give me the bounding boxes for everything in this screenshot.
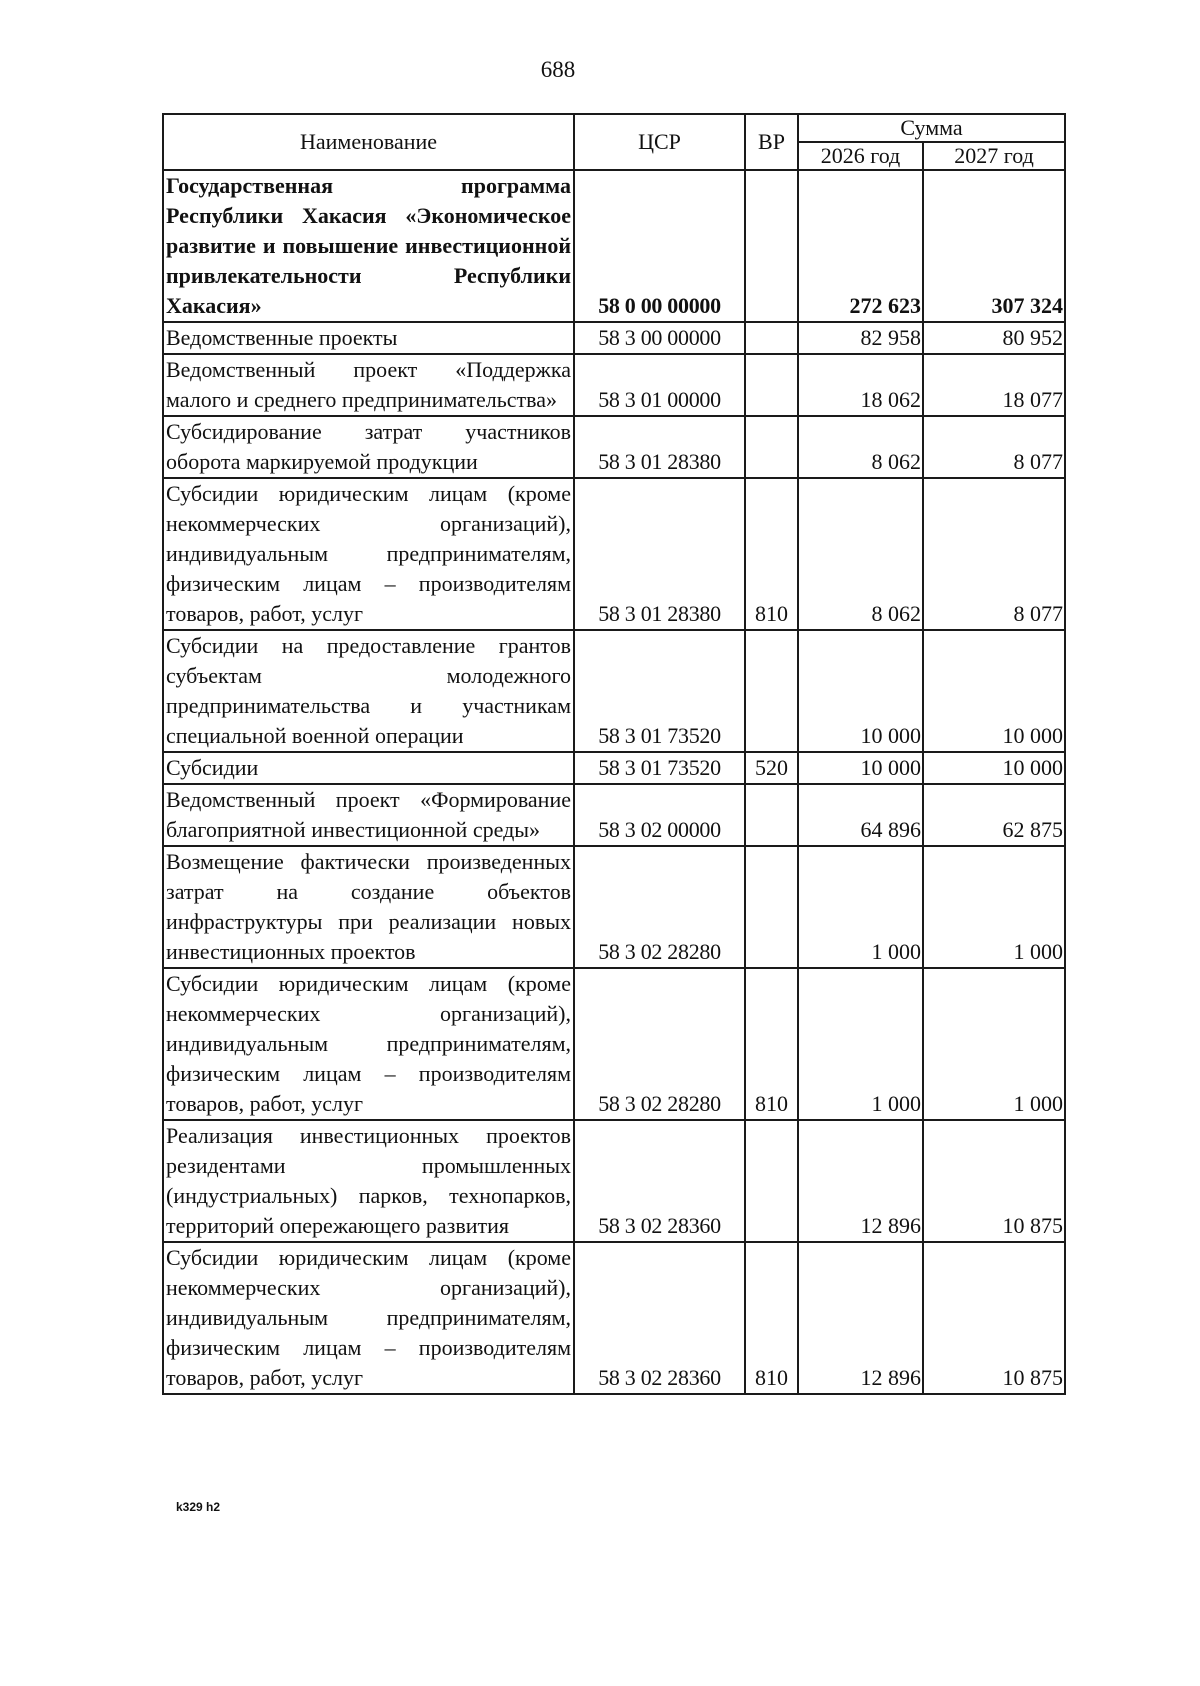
row-vr: [745, 784, 798, 846]
footer-code: k329 h2: [176, 1500, 221, 1514]
row-name: Субсидии юридическим лицам (кроме некоммерческих организаций), индивидуальным предпринимателям, физическим лицам – производителям товаров, работ, услуг: [163, 1242, 574, 1394]
row-name: Субсидирование затрат участников оборота маркируемой продукции: [163, 416, 574, 478]
row-vr: 810: [745, 1242, 798, 1394]
row-sum-2027: 10 000: [923, 630, 1065, 752]
row-sum-2026: 1 000: [798, 968, 923, 1120]
row-name: Ведомственные проекты: [163, 322, 574, 354]
row-sum-2027: 307 324: [923, 170, 1065, 322]
row-sum-2026: 18 062: [798, 354, 923, 416]
row-sum-2027: 10 875: [923, 1120, 1065, 1242]
table-row: [163, 354, 1065, 416]
row-sum-2026: 10 000: [798, 752, 923, 784]
header-vr: ВР: [745, 114, 798, 170]
table-row: [163, 322, 1065, 354]
row-sum-2027: 8 077: [923, 478, 1065, 630]
row-sum-2027: 10 000: [923, 752, 1065, 784]
table-row: [163, 478, 1065, 630]
row-sum-2026: 8 062: [798, 478, 923, 630]
table-row: [163, 846, 1065, 968]
row-sum-2026: 1 000: [798, 846, 923, 968]
row-vr: [745, 846, 798, 968]
row-name: Субсидии: [163, 752, 574, 784]
row-name: Возмещение фактически произведенных затрат на создание объектов инфраструктуры при реализации новых инвестиционных проектов: [163, 846, 574, 968]
row-vr: [745, 354, 798, 416]
header-csr: ЦСР: [574, 114, 745, 170]
row-sum-2026: 10 000: [798, 630, 923, 752]
row-sum-2026: 8 062: [798, 416, 923, 478]
table-row: [163, 170, 1065, 322]
table-row: [163, 968, 1065, 1120]
table-body: [163, 170, 1065, 1394]
row-name: Государственная программа Республики Хакасия «Экономическое развитие и повышение инвестиционной привлекательности Республики Хакасия»: [163, 170, 574, 322]
table-row: [163, 1120, 1065, 1242]
row-sum-2026: 64 896: [798, 784, 923, 846]
row-name: Реализация инвестиционных проектов резидентами промышленных (индустриальных) парков, технопарков, территорий опережающего развития: [163, 1120, 574, 1242]
row-vr: 810: [745, 968, 798, 1120]
header-year-2027: 2027 год: [923, 142, 1065, 170]
row-csr: 58 3 02 28360: [574, 1120, 745, 1242]
row-name: Субсидии на предоставление грантов субъектам молодежного предпринимательства и участникам специальной военной операции: [163, 630, 574, 752]
row-name: Ведомственный проект «Поддержка малого и среднего предпринимательства»: [163, 354, 574, 416]
row-sum-2027: 62 875: [923, 784, 1065, 846]
page-number: 688: [540, 57, 576, 82]
row-csr: 58 3 02 00000: [574, 784, 745, 846]
row-sum-2027: 18 077: [923, 354, 1065, 416]
row-sum-2027: 8 077: [923, 416, 1065, 478]
row-vr: 520: [745, 752, 798, 784]
row-sum-2027: 80 952: [923, 322, 1065, 354]
row-sum-2027: 10 875: [923, 1242, 1065, 1394]
header-year-2026: 2026 год: [798, 142, 923, 170]
row-csr: 58 3 02 28360: [574, 1242, 745, 1394]
row-csr: 58 3 01 73520: [574, 630, 745, 752]
row-name: Субсидии юридическим лицам (кроме некоммерческих организаций), индивидуальным предпринимателям, физическим лицам – производителям товаров, работ, услуг: [163, 478, 574, 630]
table-row: [163, 784, 1065, 846]
row-vr: [745, 170, 798, 322]
row-sum-2026: 12 896: [798, 1120, 923, 1242]
row-sum-2027: 1 000: [923, 968, 1065, 1120]
row-vr: 810: [745, 478, 798, 630]
table-row: [163, 1242, 1065, 1394]
row-vr: [745, 1120, 798, 1242]
row-sum-2026: 82 958: [798, 322, 923, 354]
row-name: Субсидии юридическим лицам (кроме некоммерческих организаций), индивидуальным предпринимателям, физическим лицам – производителям товаров, работ, услуг: [163, 968, 574, 1120]
row-sum-2026: 12 896: [798, 1242, 923, 1394]
row-sum-2027: 1 000: [923, 846, 1065, 968]
row-csr: 58 3 02 28280: [574, 968, 745, 1120]
row-csr: 58 3 01 28380: [574, 478, 745, 630]
table-row: [163, 630, 1065, 752]
row-csr: 58 3 01 00000: [574, 354, 745, 416]
row-csr: 58 3 01 28380: [574, 416, 745, 478]
row-csr: 58 0 00 00000: [574, 170, 745, 322]
table-row: [163, 752, 1065, 784]
row-csr: 58 3 00 00000: [574, 322, 745, 354]
row-vr: [745, 416, 798, 478]
header-name: Наименование: [163, 114, 574, 170]
row-csr: 58 3 02 28280: [574, 846, 745, 968]
budget-table: [162, 113, 1066, 1395]
header-sum: Сумма: [798, 114, 1065, 142]
row-name: Ведомственный проект «Формирование благоприятной инвестиционной среды»: [163, 784, 574, 846]
row-vr: [745, 322, 798, 354]
row-vr: [745, 630, 798, 752]
row-sum-2026: 272 623: [798, 170, 923, 322]
table-row: [163, 416, 1065, 478]
row-csr: 58 3 01 73520: [574, 752, 745, 784]
